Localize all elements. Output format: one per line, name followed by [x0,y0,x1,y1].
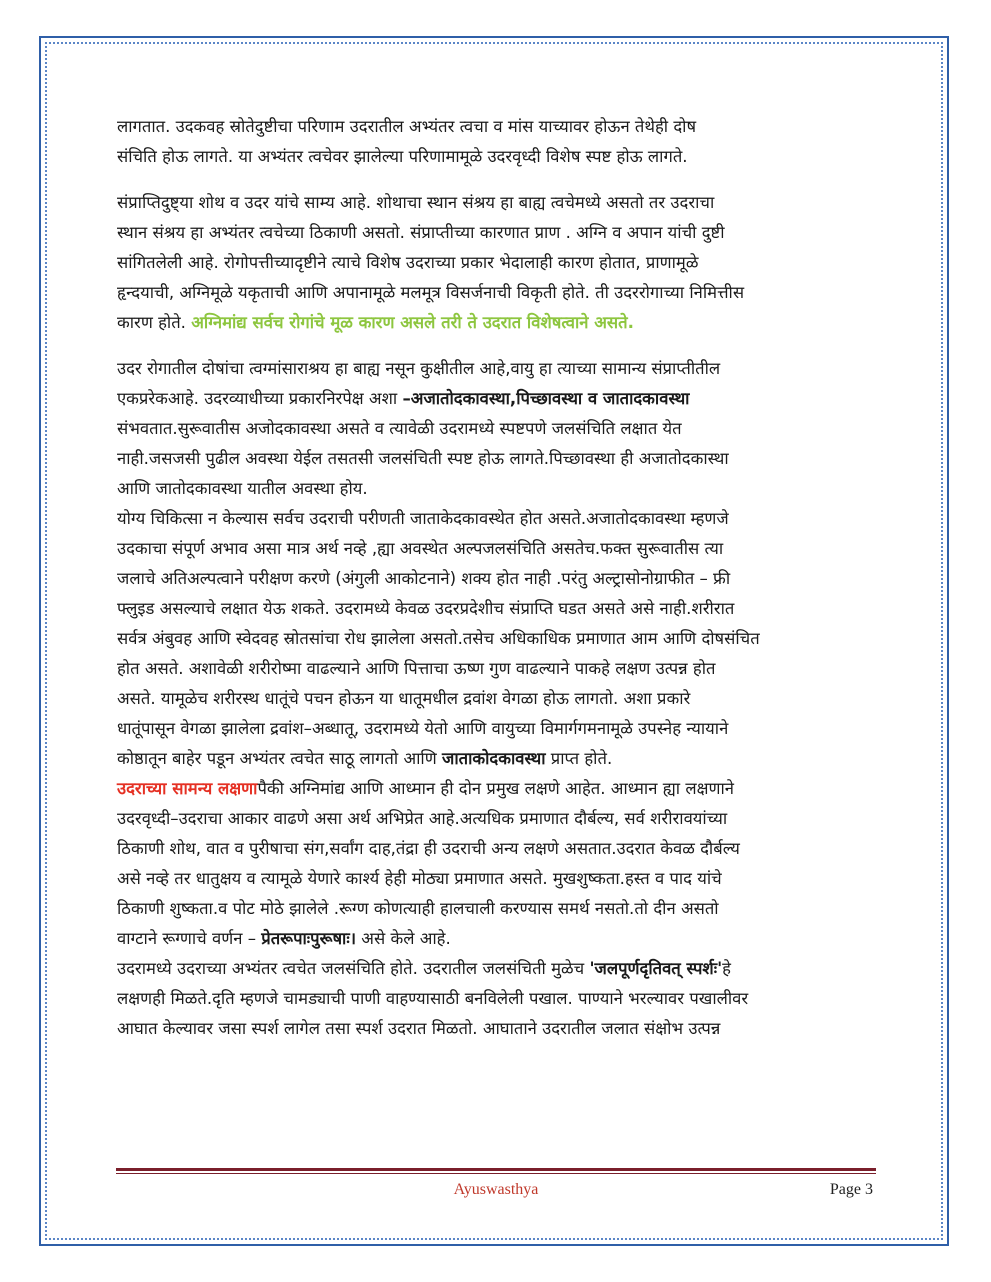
text-fragment: हे [722,959,731,978]
text-fragment: कोष्ठातून बाहेर पडून अभ्यंतर त्वचेत साठू लागतो आणि [117,749,442,768]
text-fragment: असे केले आहे. [356,929,451,948]
text-line: उदर रोगातील दोषांचा त्वग्मांसाराश्रय हा बाह्य नसून कुक्षीतील आहे,वायु हा त्याच्या सामान्य संप्राप्तीतील [117,359,721,378]
text-line: आघात केल्यावर जसा स्पर्श लागेल तसा स्पर्श उदरात मिळतो. आघाताने उदरातील जलात संक्षोभ उत्पन्न [117,1019,721,1038]
text-fragment: वाग्टाने रूग्णाचे वर्णन – [117,929,262,948]
text-line: सर्वत्र अंबुवह आणि स्वेदवह स्रोतसांचा रोध झालेला असतो.तसेच अधिकाधिक प्रमाणात आम आणि दोषसंचित [117,629,760,648]
text-line [117,924,862,954]
text-line: धातूंपासून वेगळा झालेला द्रवांश–अब्धातू, उदरामध्ये येतो आणि वायुच्या विमार्गगमनामूळे उपस्नेह न्यायाने [117,719,729,738]
paragraph-5 [117,774,862,954]
text-line: होत असते. अशावेळी शरीरोष्मा वाढल्याने आणि पित्ताचा ऊष्ण गुण वाढल्याने पाकहे लक्षण उत्पन्न होत [117,659,716,678]
document-body [117,112,862,1044]
bold-text: –अजातोदकावस्था,पिच्छावस्था व जातादकावस्था [402,389,690,408]
text-line: हृन्दयाची, अग्निमूळे यकृताची आणि अपानामूळे मलमूत्र विसर्जनाची विकृती होते. ती उदररोगाच्या निमित्तीस [117,283,745,302]
text-line: फ्लुइड असल्याचे लक्षात येऊ शकते. उदरामध्ये केवळ उदरप्रदेशीच संप्राप्ति घडत असते असे नाही.शरीरात [117,599,735,618]
footer-rule [116,1168,876,1174]
bold-text: जाताकोदकावस्था [442,749,546,768]
text-line: नाही.जसजसी पुढील अवस्था येईल तसतसी जलसंचिती स्पष्ट होऊ लागते.पिच्छावस्था ही अजातोदकास्था [117,449,729,468]
text-line: ठिकाणी शुष्कता.व पोट मोठे झालेले .रूग्ण कोणत्याही हालचाली करण्यास समर्थ नसतो.तो दीन असतो [117,899,719,918]
paragraph-4 [117,504,862,774]
text-line: संभवतात.सुरूवातीस अजोदकावस्था असते व त्यावेळी उदरामध्ये स्पष्टपणे जलसंचिति लक्षात येत [117,419,682,438]
red-heading-text: उदराच्या सामन्य लक्षणा [117,779,258,798]
paragraph-3 [117,354,862,504]
text-line: संचिति होऊ लागते. या अभ्यंतर त्वचेवर झालेल्या परिणामामूळे उदरवृध्दी विशेष स्पष्ट होऊ लागते. [117,147,688,166]
paragraph-1 [117,112,862,172]
text-line: स्थान संश्रय हा अभ्यंतर त्वचेच्या ठिकाणी असतो. संप्राप्तीच्या कारणात प्राण . अग्नि व अपान यांची दुष्टी [117,223,725,242]
text-line: असे नव्हे तर धातुक्षय व त्यामूळे येणारे कार्श्य हेही मोठ्या प्रमाणात असते. मुखशुष्कता.हस्त व पाद यांचे [117,869,722,888]
bold-text: 'जलपूर्णदृतिवत् स्पर्शः' [589,959,723,978]
text-line: सांगितलेली आहे. रोगोपत्तीच्यादृष्टीने त्याचे विशेष उदराच्या प्रकार भेदालाही कारण होतात, प्राणामूळे [117,253,699,272]
text-line [117,308,862,338]
text-line: लागतात. उदकवह स्रोतेदुष्टीचा परिणाम उदरातील अभ्यंतर त्वचा व मांस याच्यावर होऊन तेथेही दोष [117,117,697,136]
text-line [117,744,862,774]
page-number: Page 3 [829,1181,873,1198]
paragraph-6 [117,954,862,1044]
text-line: ठिकाणी शोथ, वात व पुरीषाचा संग,सर्वांग दाह,तंद्रा ही उदराची अन्य लक्षणे असतात.उदरात केवळ दौर्बल्य [117,839,740,858]
text-line: संप्राप्तिदुष्ट्या शोथ व उदर यांचे साम्य आहे. शोथाचा स्थान संश्रय हा बाह्य त्वचेमध्ये असतो तर उदराचा [117,193,715,212]
text-line: आणि जातोदकावस्था यातील अवस्था होय. [117,479,368,498]
text-line [117,384,862,414]
text-line: उदकाचा संपूर्ण अभाव असा मात्र अर्थ नव्हे ,ह्या अवस्थेत अल्पजलसंचिति असतेच.फक्त सुरूवातीस त्या [117,539,724,558]
text-line: लक्षणही मिळते.दृति म्हणजे चामड्याची पाणी वाहण्यासाठी बनविलेली पखाल. पाण्याने भरल्यावर पखालीवर [117,989,749,1008]
text-fragment: एकप्ररेकआहे. उदरव्याधीच्या प्रकारनिरपेक्ष अशा [117,389,403,408]
footer-title: Ayuswasthya [453,1181,539,1198]
text-fragment: कारण होते. [117,313,192,332]
text-fragment: उदरामध्ये उदराच्या अभ्यंतर त्वचेत जलसंचिति होते. उदरातील जलसंचिती मुळेच [117,959,590,978]
text-line: असते. यामूळेच शरीरस्थ धातूंचे पचन होऊन या धातूमधील द्रवांश वेगळा होऊ लागतो. अशा प्रकारे [117,689,691,708]
text-line: जलाचे अतिअल्पत्वाने परीक्षण करणे (अंगुली आकोटनाने) शक्य होत नाही .परंतु अल्ट्रासोनोग्राफीत – फ्री [117,569,731,588]
text-fragment: पैकी अग्निमांद्य आणि आध्मान ही दोन प्रमुख लक्षणे आहेत. आध्मान ह्या लक्षणाने [257,779,734,798]
text-line: योग्य चिकित्सा न केल्यास सर्वच उदराची परीणती जाताकेदकावस्थेत होत असते.अजातोदकावस्था म्हणजे [117,509,729,528]
green-highlight-text: अग्निमांद्य सर्वच रोगांचे मूळ कारण असले तरी ते उदरात विशेषत्वाने असते. [191,313,634,332]
text-fragment: प्राप्त होते. [545,749,613,768]
bold-text: प्रेतरूपाःपुरूषाः। [261,929,356,948]
paragraph-2 [117,188,862,338]
text-line [117,954,862,984]
text-line: उदरवृध्दी–उदराचा आकार वाढणे असा अर्थ अभिप्रेत आहे.अत्यधिक प्रमाणात दौर्बल्य, सर्व शरीरावयांच्या [117,809,728,828]
text-line [117,774,862,804]
